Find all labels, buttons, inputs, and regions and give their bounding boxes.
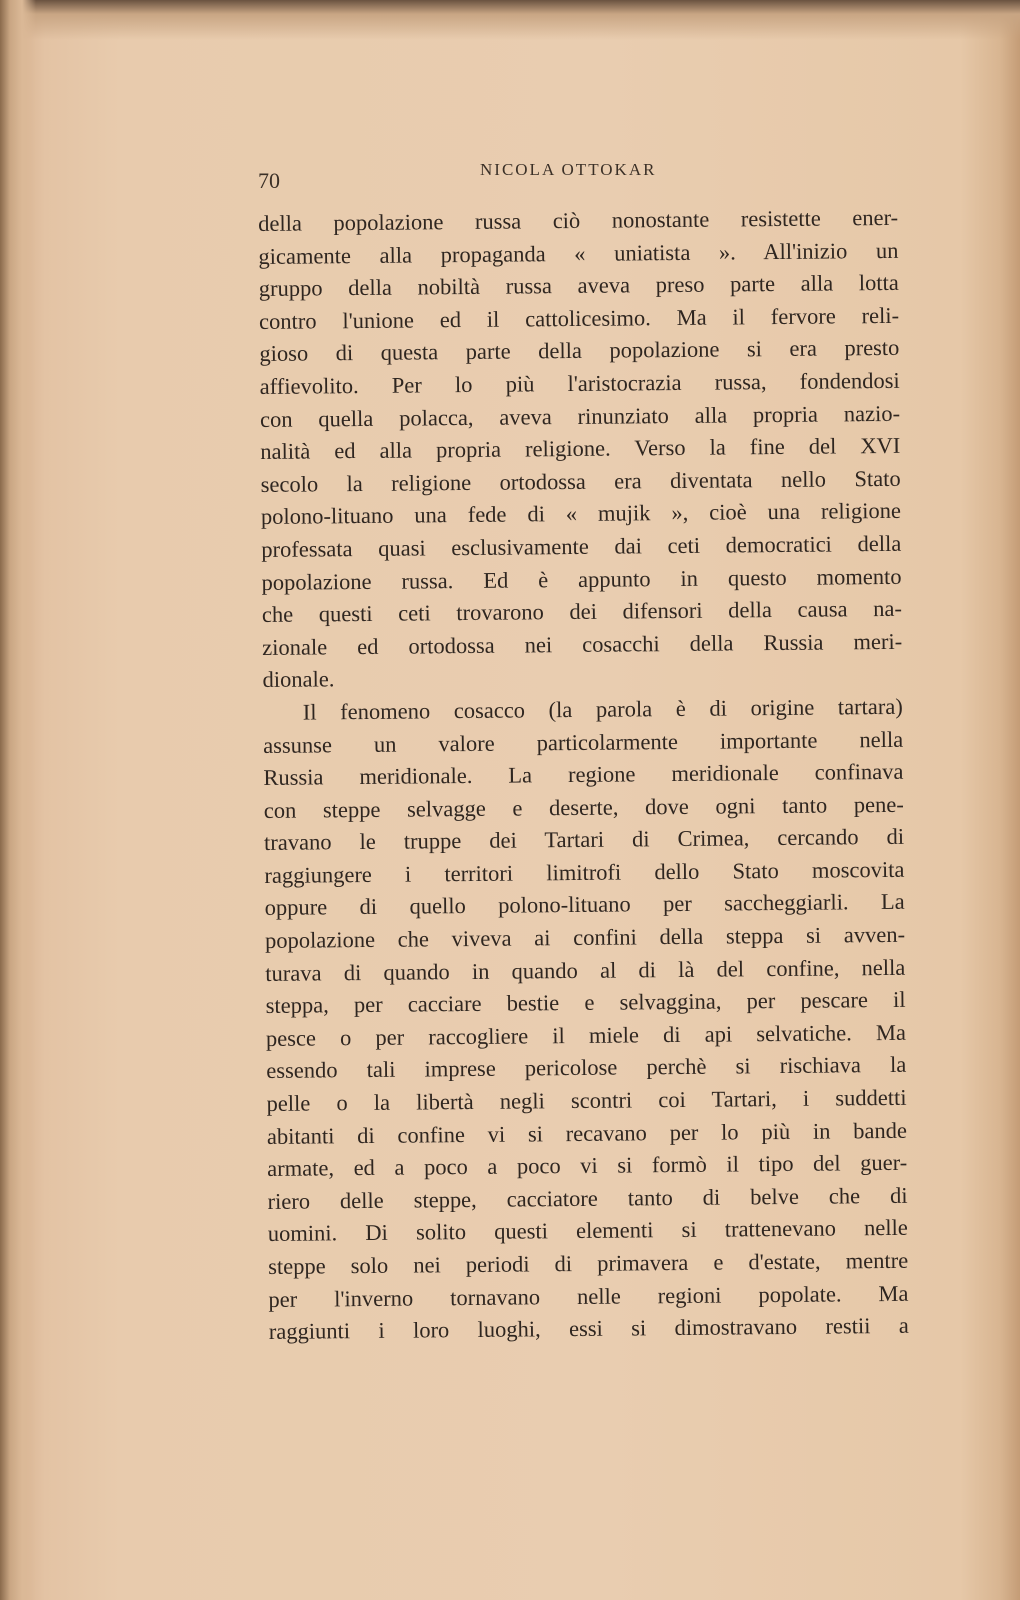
text-line: popolazione russa. Ed è appunto in questo momento	[261, 563, 902, 595]
paragraph-first-line: Il fenomeno cosacco (la parola è di origine tartara)	[302, 693, 903, 725]
text-line: affievolito. Per lo più l'aristocrazia russa, fondendosi	[259, 367, 900, 399]
text-line: per l'inverno tornavano nelle regioni popolate. Ma	[268, 1280, 909, 1312]
text-line: popolazione che viveva ai confini della steppa si avven-	[264, 921, 906, 954]
text-line: Russia meridionale. La regione meridionale confinava	[263, 758, 904, 791]
text-line: pelle o la libertà negli scontri coi Tartari, i suddetti	[266, 1084, 907, 1116]
page-header	[258, 158, 908, 192]
text-line: abitanti di confine vi si recavano per lo più in bande	[266, 1117, 907, 1149]
text-line: turava di quando in quando al di là del confine, nella	[265, 954, 906, 986]
text-line: pesce o per raccogliere il miele di api selvatiche. Ma	[265, 1019, 907, 1051]
text-line: zionale ed ortodossa nei cosacchi della Russia meri-	[262, 628, 903, 660]
text-line: uomini. Di solito questi elementi si trattenevano nelle	[267, 1215, 908, 1247]
text-line: della popolazione russa ciò nonostante resistette ener-	[258, 204, 899, 236]
text-line: gicamente alla propaganda « uniatista ». All'inizio un	[258, 237, 899, 269]
text-line: gruppo della nobiltà russa aveva preso parte alla lotta	[258, 270, 899, 302]
text-line: armate, ed a poco a poco vi si formò il tipo del guer-	[267, 1150, 908, 1182]
page-number: 70	[258, 168, 280, 193]
text-line: nalità ed alla propria religione. Verso la fine del XVI	[260, 433, 901, 465]
text-line: steppe solo nei periodi di primavera e d'estate, mentre	[268, 1247, 909, 1279]
text-line: raggiungere i territori limitrofi dello Stato moscovita	[264, 856, 905, 888]
text-line: con steppe selvagge e deserte, dove ogni tanto pene-	[263, 791, 904, 823]
text-line: con quella polacca, aveva rinunziato alla propria nazio-	[259, 400, 901, 432]
text-line: raggiunti i loro luoghi, essi si dimostravano restii a	[268, 1312, 909, 1345]
text-line: polono-lituano una fede di « mujik », cioè una religione	[260, 498, 902, 530]
body-text	[258, 202, 909, 1349]
text-line: riero delle steppe, cacciatore tanto di belve che di	[267, 1182, 908, 1214]
text-line: essendo tali imprese pericolose perchè si rischiava la	[266, 1052, 907, 1084]
text-line: assunse un valore particolarmente importante nella	[263, 726, 904, 758]
book-spine-shadow	[0, 0, 36, 1600]
text-line: gioso di questa parte della popolazione si era presto	[259, 335, 900, 367]
text-line: professata quasi esclusivamente dai ceti democratici della	[261, 530, 902, 562]
text-line: secolo la religione ortodossa era diventata nello Stato	[260, 465, 901, 497]
text-line: dionale.	[262, 666, 335, 693]
text-line: oppure di quello polono-lituano per saccheggiarli. La	[264, 889, 905, 921]
running-title: NICOLA OTTOKAR	[480, 160, 657, 179]
text-line: travano le truppe dei Tartari di Crimea, cercando di	[263, 824, 905, 856]
text-line: contro l'unione ed il cattolicesimo. Ma il fervore reli-	[258, 302, 900, 334]
text-line: che questi ceti trovarono dei difensori della causa na-	[261, 595, 902, 628]
text-line: steppa, per cacciare bestie e selvaggina, per pescare il	[265, 987, 906, 1019]
